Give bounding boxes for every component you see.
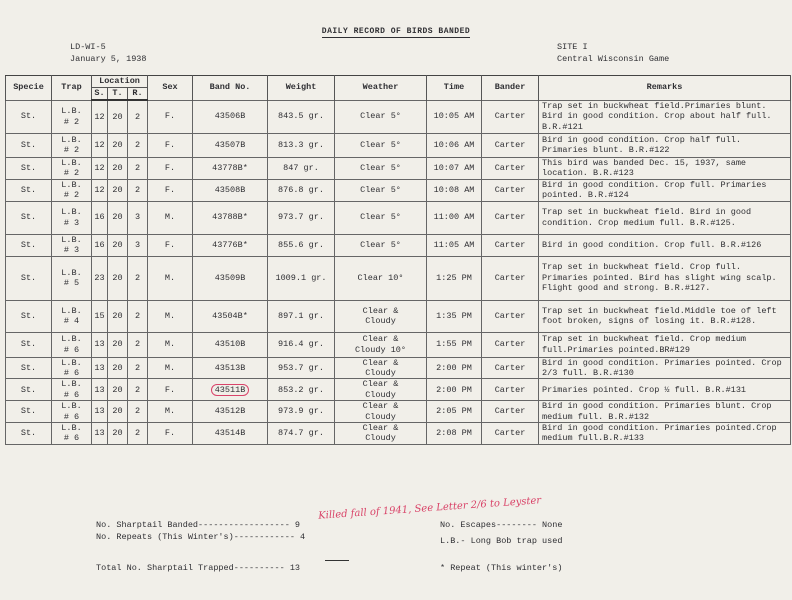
cell-trap [52,300,92,332]
cell-weight: 843.5 gr. [268,100,335,133]
cell-loc-r: 2 [128,179,148,201]
cell-weight: 897.1 gr. [268,300,335,332]
trap-line: L.B. [61,106,82,117]
cell-loc-r: 2 [128,401,148,423]
weather-line: Clear & [362,401,399,412]
cell-trap [52,201,92,234]
cell-weather [335,379,427,401]
cell-sex: F. [148,100,193,133]
col-band: Band No. [193,76,268,101]
cell-bander: Carter [482,357,539,379]
footer-lb-note: L.B.- Long Bob trap used [440,536,563,546]
cell-trap [52,100,92,133]
col-weight: Weight [268,76,335,101]
cell-loc-r: 2 [128,256,148,300]
cell-bander: Carter [482,179,539,201]
footer-escapes: No. Escapes-------- None [440,520,563,530]
cell-weather [335,422,427,444]
cell-time: 1:55 PM [427,332,482,357]
total-rule [325,560,349,561]
cell-remarks: This bird was banded Dec. 15, 1937, same location. B.R.#123 [539,157,791,179]
cell-time: 2:00 PM [427,379,482,401]
cell-bander: Carter [482,234,539,256]
cell-trap [52,357,92,379]
cell-band: 43513B [193,357,268,379]
doc-id: LD-WI-5 [70,42,106,52]
weather-line: Clear 5° [360,239,401,250]
cell-weight: 953.7 gr. [268,357,335,379]
trap-line: # 6 [63,411,80,422]
cell-trap [52,332,92,357]
cell-remarks: Bird in good condition. Primaries blunt. Crop medium full. B.R.#132 [539,401,791,423]
cell-sex: F. [148,234,193,256]
cell-bander: Carter [482,256,539,300]
cell-band: 43504B* [193,300,268,332]
cell-loc-t: 20 [108,179,128,201]
cell-time: 2:08 PM [427,422,482,444]
cell-loc-s: 16 [92,201,108,234]
cell-weight: 813.3 gr. [268,133,335,157]
footer-repeat-note: * Repeat (This winter's) [440,563,563,573]
cell-band: 43506B [193,100,268,133]
col-specie: Specie [6,76,52,101]
table-row [6,234,791,256]
cell-bander: Carter [482,157,539,179]
cell-remarks: Primaries pointed. Crop ½ full. B.R.#131 [539,379,791,401]
cell-weather [335,332,427,357]
cell-specie: St. [6,379,52,401]
cell-weather [335,357,427,379]
cell-specie: St. [6,133,52,157]
trap-line: # 2 [63,145,80,155]
banding-table [5,75,791,445]
cell-weight: 874.7 gr. [268,422,335,444]
col-weather: Weather [335,76,427,101]
cell-weather [335,100,427,133]
cell-loc-s: 13 [92,379,108,401]
trap-line: L.B. [61,267,82,278]
cell-remarks: Trap set in buckwheat field. Crop medium full.Primaries pointed.BR#129 [539,332,791,357]
weather-line: Cloudy [365,411,396,422]
trap-line: L.B. [61,157,82,168]
weather-line: Clear & [362,422,399,433]
trap-line: # 3 [63,217,80,228]
trap-line: L.B. [61,401,82,412]
table-row [6,133,791,157]
cell-bander: Carter [482,201,539,234]
site-location: Central Wisconsin Game [557,54,670,64]
weather-line: Clear 5° [360,184,401,195]
trap-line: L.B. [61,234,82,245]
table-row [6,332,791,357]
trap-line: L.B. [61,334,82,345]
cell-loc-t: 20 [108,379,128,401]
cell-remarks: Trap set in buckwheat field. Bird in good condition. Crop medium full. B.R.#125. [539,201,791,234]
weather-line: Clear 10° [357,272,404,283]
cell-time: 10:08 AM [427,179,482,201]
cell-loc-r: 3 [128,201,148,234]
cell-time: 11:05 AM [427,234,482,256]
cell-loc-r: 2 [128,422,148,444]
trap-line: # 6 [63,367,80,378]
cell-time: 10:06 AM [427,133,482,157]
trap-line: # 2 [63,190,80,200]
cell-loc-t: 20 [108,422,128,444]
page-title: DAILY RECORD OF BIRDS BANDED [321,27,471,36]
cell-remarks: Trap set in buckwheat field. Crop full. Primaries pointed. Bird has slight wing scalp. Flight good and strong. B.R.#127. [539,256,791,300]
cell-weather [335,401,427,423]
cell-band: 43788B* [193,201,268,234]
weather-line: Cloudy [365,433,396,444]
table-body [6,100,791,444]
col-s: S. [92,88,108,101]
trap-line: L.B. [61,422,82,433]
cell-sex: M. [148,300,193,332]
weather-line: Clear 5° [360,139,401,150]
cell-remarks: Trap set in buckwheat field.Middle toe of left foot broken, signs of losing it. B.R.#128. [539,300,791,332]
cell-loc-r: 2 [128,300,148,332]
cell-specie: St. [6,401,52,423]
weather-line: Cloudy [365,316,396,326]
col-time: Time [427,76,482,101]
cell-time: 10:07 AM [427,157,482,179]
col-sex: Sex [148,76,193,101]
cell-weight: 916.4 gr. [268,332,335,357]
col-trap: Trap [52,76,92,101]
cell-specie: St. [6,256,52,300]
cell-weather [335,133,427,157]
weather-line: Clear 5° [360,111,401,122]
trap-line: # 2 [63,116,80,127]
cell-loc-s: 16 [92,234,108,256]
cell-sex: M. [148,256,193,300]
col-t: T. [108,88,128,101]
cell-sex: F. [148,157,193,179]
cell-loc-s: 13 [92,401,108,423]
cell-sex: F. [148,179,193,201]
cell-weight: 855.6 gr. [268,234,335,256]
cell-trap [52,234,92,256]
weather-line: Cloudy [365,389,396,400]
footer-total: Total No. Sharptail Trapped---------- 13 [96,563,301,573]
cell-weather [335,201,427,234]
cell-weather [335,157,427,179]
col-remarks: Remarks [539,76,791,101]
col-r: R. [128,88,148,101]
trap-line: # 2 [63,168,80,178]
cell-loc-s: 12 [92,100,108,133]
weather-line: Clear 5° [360,162,401,173]
cell-loc-t: 20 [108,332,128,357]
cell-trap [52,157,92,179]
cell-sex: F. [148,133,193,157]
cell-trap [52,422,92,444]
cell-band: 43509B [193,256,268,300]
trap-line: # 6 [63,389,80,400]
cell-sex: F. [148,379,193,401]
cell-loc-t: 20 [108,256,128,300]
table-row [6,179,791,201]
cell-sex: M. [148,357,193,379]
cell-time: 2:00 PM [427,357,482,379]
cell-time: 1:35 PM [427,300,482,332]
cell-weight: 973.7 gr. [268,201,335,234]
cell-sex: M. [148,201,193,234]
weather-line: Clear & [362,334,399,345]
cell-bander: Carter [482,133,539,157]
cell-loc-s: 12 [92,157,108,179]
cell-remarks: Trap set in buckwheat field.Primaries blunt. Bird in good condition. Crop about half full. B.R.#121 [539,100,791,133]
cell-band: 43514B [193,422,268,444]
cell-specie: St. [6,234,52,256]
cell-band: 43507B [193,133,268,157]
cell-trap [52,179,92,201]
cell-loc-r: 2 [128,133,148,157]
cell-remarks: Bird in good condition. Crop half full. Primaries blunt. B.R.#122 [539,133,791,157]
trap-line: # 3 [63,245,80,255]
cell-bander: Carter [482,100,539,133]
col-location: Location [92,76,148,88]
trap-line: L.B. [61,207,82,218]
table-row [6,422,791,444]
cell-loc-s: 12 [92,179,108,201]
cell-band [193,379,268,401]
cell-time: 10:05 AM [427,100,482,133]
trap-line: L.B. [61,379,82,390]
col-bander: Bander [482,76,539,101]
weather-line: Clear & [362,357,399,368]
cell-band: 43510B [193,332,268,357]
cell-loc-s: 13 [92,357,108,379]
cell-loc-r: 3 [128,234,148,256]
cell-specie: St. [6,157,52,179]
cell-weather [335,234,427,256]
cell-remarks: Bird in good condition. Crop full. Primaries pointed. B.R.#124 [539,179,791,201]
cell-specie: St. [6,332,52,357]
handwritten-note: Killed fall of 1941, See Letter 2/6 to Leyster [317,495,542,522]
cell-loc-s: 13 [92,422,108,444]
cell-weather [335,179,427,201]
cell-weight: 847 gr. [268,157,335,179]
cell-weight: 1009.1 gr. [268,256,335,300]
weather-line: Cloudy [365,367,396,378]
cell-specie: St. [6,201,52,234]
cell-loc-s: 15 [92,300,108,332]
cell-band: 43776B* [193,234,268,256]
table-row [6,100,791,133]
cell-time: 11:00 AM [427,201,482,234]
table-row [6,256,791,300]
trap-line: L.B. [61,134,82,145]
cell-time: 2:05 PM [427,401,482,423]
cell-bander: Carter [482,379,539,401]
cell-loc-t: 20 [108,357,128,379]
cell-loc-s: 13 [92,332,108,357]
cell-sex: F. [148,422,193,444]
cell-weight: 876.8 gr. [268,179,335,201]
weather-line: Cloudy 10° [354,344,406,355]
footer-banded: No. Sharptail Banded------------------ 9 [96,520,301,530]
cell-loc-t: 20 [108,157,128,179]
cell-loc-s: 12 [92,133,108,157]
cell-specie: St. [6,422,52,444]
cell-remarks: Bird in good condition. Primaries pointed.Crop medium full.B.R.#133 [539,422,791,444]
footer-repeats: No. Repeats (This Winter's)------------ 4 [96,532,306,542]
cell-weight: 973.9 gr. [268,401,335,423]
cell-trap [52,133,92,157]
table-row [6,157,791,179]
cell-weather [335,256,427,300]
cell-specie: St. [6,300,52,332]
trap-line: L.B. [61,179,82,190]
cell-time: 1:25 PM [427,256,482,300]
cell-band: 43512B [193,401,268,423]
circled-band-number: 43511B [211,384,250,396]
trap-line: L.B. [61,357,82,368]
cell-bander: Carter [482,422,539,444]
site-label: SITE I [557,42,588,52]
trap-line: L.B. [61,305,82,316]
cell-trap [52,379,92,401]
cell-sex: M. [148,401,193,423]
cell-specie: St. [6,357,52,379]
trap-line: # 6 [63,433,80,444]
weather-line: Clear & [362,305,399,316]
cell-specie: St. [6,179,52,201]
cell-weather [335,300,427,332]
table-row [6,300,791,332]
cell-loc-r: 2 [128,100,148,133]
cell-trap [52,256,92,300]
table-row [6,379,791,401]
cell-band: 43778B* [193,157,268,179]
trap-line: # 6 [63,344,80,355]
cell-sex: M. [148,332,193,357]
table-row [6,201,791,234]
cell-loc-t: 20 [108,401,128,423]
cell-loc-r: 2 [128,357,148,379]
cell-loc-r: 2 [128,379,148,401]
cell-specie: St. [6,100,52,133]
table-row [6,357,791,379]
cell-remarks: Bird in good condition. Primaries pointed. Crop 2/3 full. B.R.#130 [539,357,791,379]
cell-loc-t: 20 [108,100,128,133]
trap-line: # 5 [63,278,80,288]
cell-bander: Carter [482,401,539,423]
trap-line: # 4 [63,316,80,326]
cell-bander: Carter [482,332,539,357]
cell-loc-t: 20 [108,201,128,234]
weather-line: Clear & [362,379,399,390]
table-row [6,401,791,423]
record-date: January 5, 1938 [70,54,147,64]
cell-loc-s: 23 [92,256,108,300]
cell-band: 43508B [193,179,268,201]
cell-loc-t: 20 [108,133,128,157]
cell-trap [52,401,92,423]
cell-loc-t: 20 [108,234,128,256]
weather-line: Clear 5° [360,212,401,223]
cell-remarks: Bird in good condition. Crop full. B.R.#126 [539,234,791,256]
cell-loc-r: 2 [128,332,148,357]
cell-loc-t: 20 [108,300,128,332]
cell-loc-r: 2 [128,157,148,179]
cell-bander: Carter [482,300,539,332]
cell-weight: 853.2 gr. [268,379,335,401]
